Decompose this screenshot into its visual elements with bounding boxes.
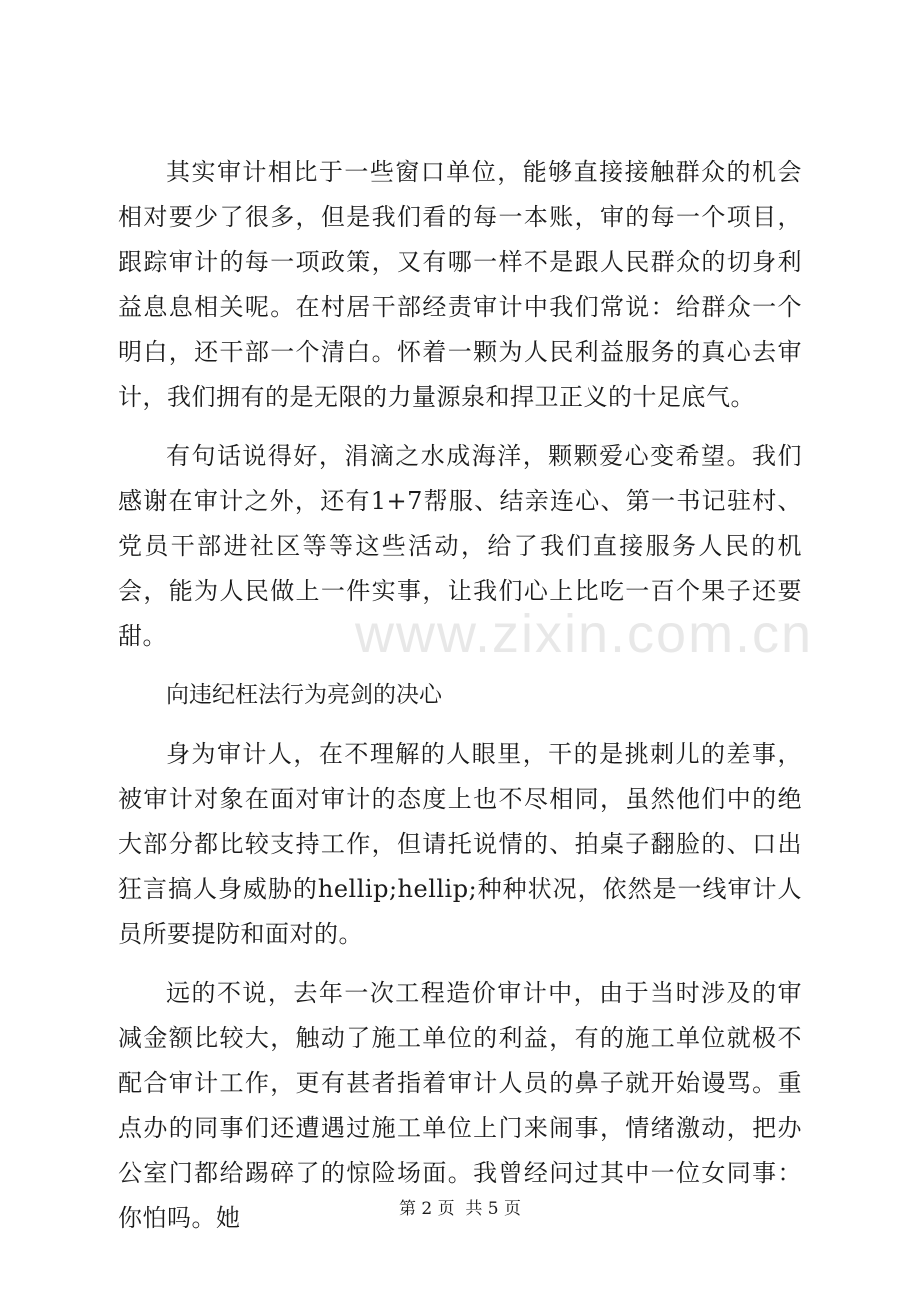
paragraph-2: 有句话说得好，涓滴之水成海洋，颗颗爱心变希望。我们感谢在审计之外，还有1+7帮服、结亲连心、第一书记驻村、党员干部进社区等等这些活动，给了我们直接服务人民的机会，能为人民做上一件实事，让我们心上比吃一百个果子还要甜。: [118, 442, 802, 650]
paragraph-3: 身为审计人，在不理解的人眼里，干的是挑刺儿的差事，被审计对象在面对审计的态度上也不尽相同，虽然他们中的绝大部分都比较支持工作，但请托说情的、拍桌子翻脸的、口出狂言搞人身威胁的hellip;hellip;种种状况，依然是一线审计人员所要提防和面对的。: [118, 740, 802, 948]
page-number: 第 2 页: [398, 1199, 455, 1219]
section-heading: 向违纪枉法行为亮剑的决心: [166, 682, 442, 708]
document-body: [118, 150, 802, 1255]
watermark-text: www.zixin.com.cn: [355, 604, 814, 664]
paragraph-1: 其实审计相比于一些窗口单位，能够直接接触群众的机会相对要少了很多，但是我们看的每一本账，审的每一个项目，跟踪审计的每一项政策，又有哪一样不是跟人民群众的切身利益息息相关呢。在村居干部经责审计中我们常说：给群众一个明白，还干部一个清白。怀着一颗为人民利益服务的真心去审计，我们拥有的是无限的力量源泉和捍卫正义的十足底气。: [118, 158, 802, 411]
paragraph-4: 远的不说，去年一次工程造价审计中，由于当时涉及的审减金额比较大，触动了施工单位的利益，有的施工单位就极不配合审计工作，更有甚者指着审计人员的鼻子就开始谩骂。重点办的同事们还遭遇过施工单位上门来闹事，情绪激动，把办公室门都给踢碎了的惊险场面。我曾经问过其中一位女同事：你怕吗。她: [118, 979, 802, 1232]
page-total: 共 5 页: [465, 1199, 522, 1219]
page-footer: [0, 1197, 920, 1221]
